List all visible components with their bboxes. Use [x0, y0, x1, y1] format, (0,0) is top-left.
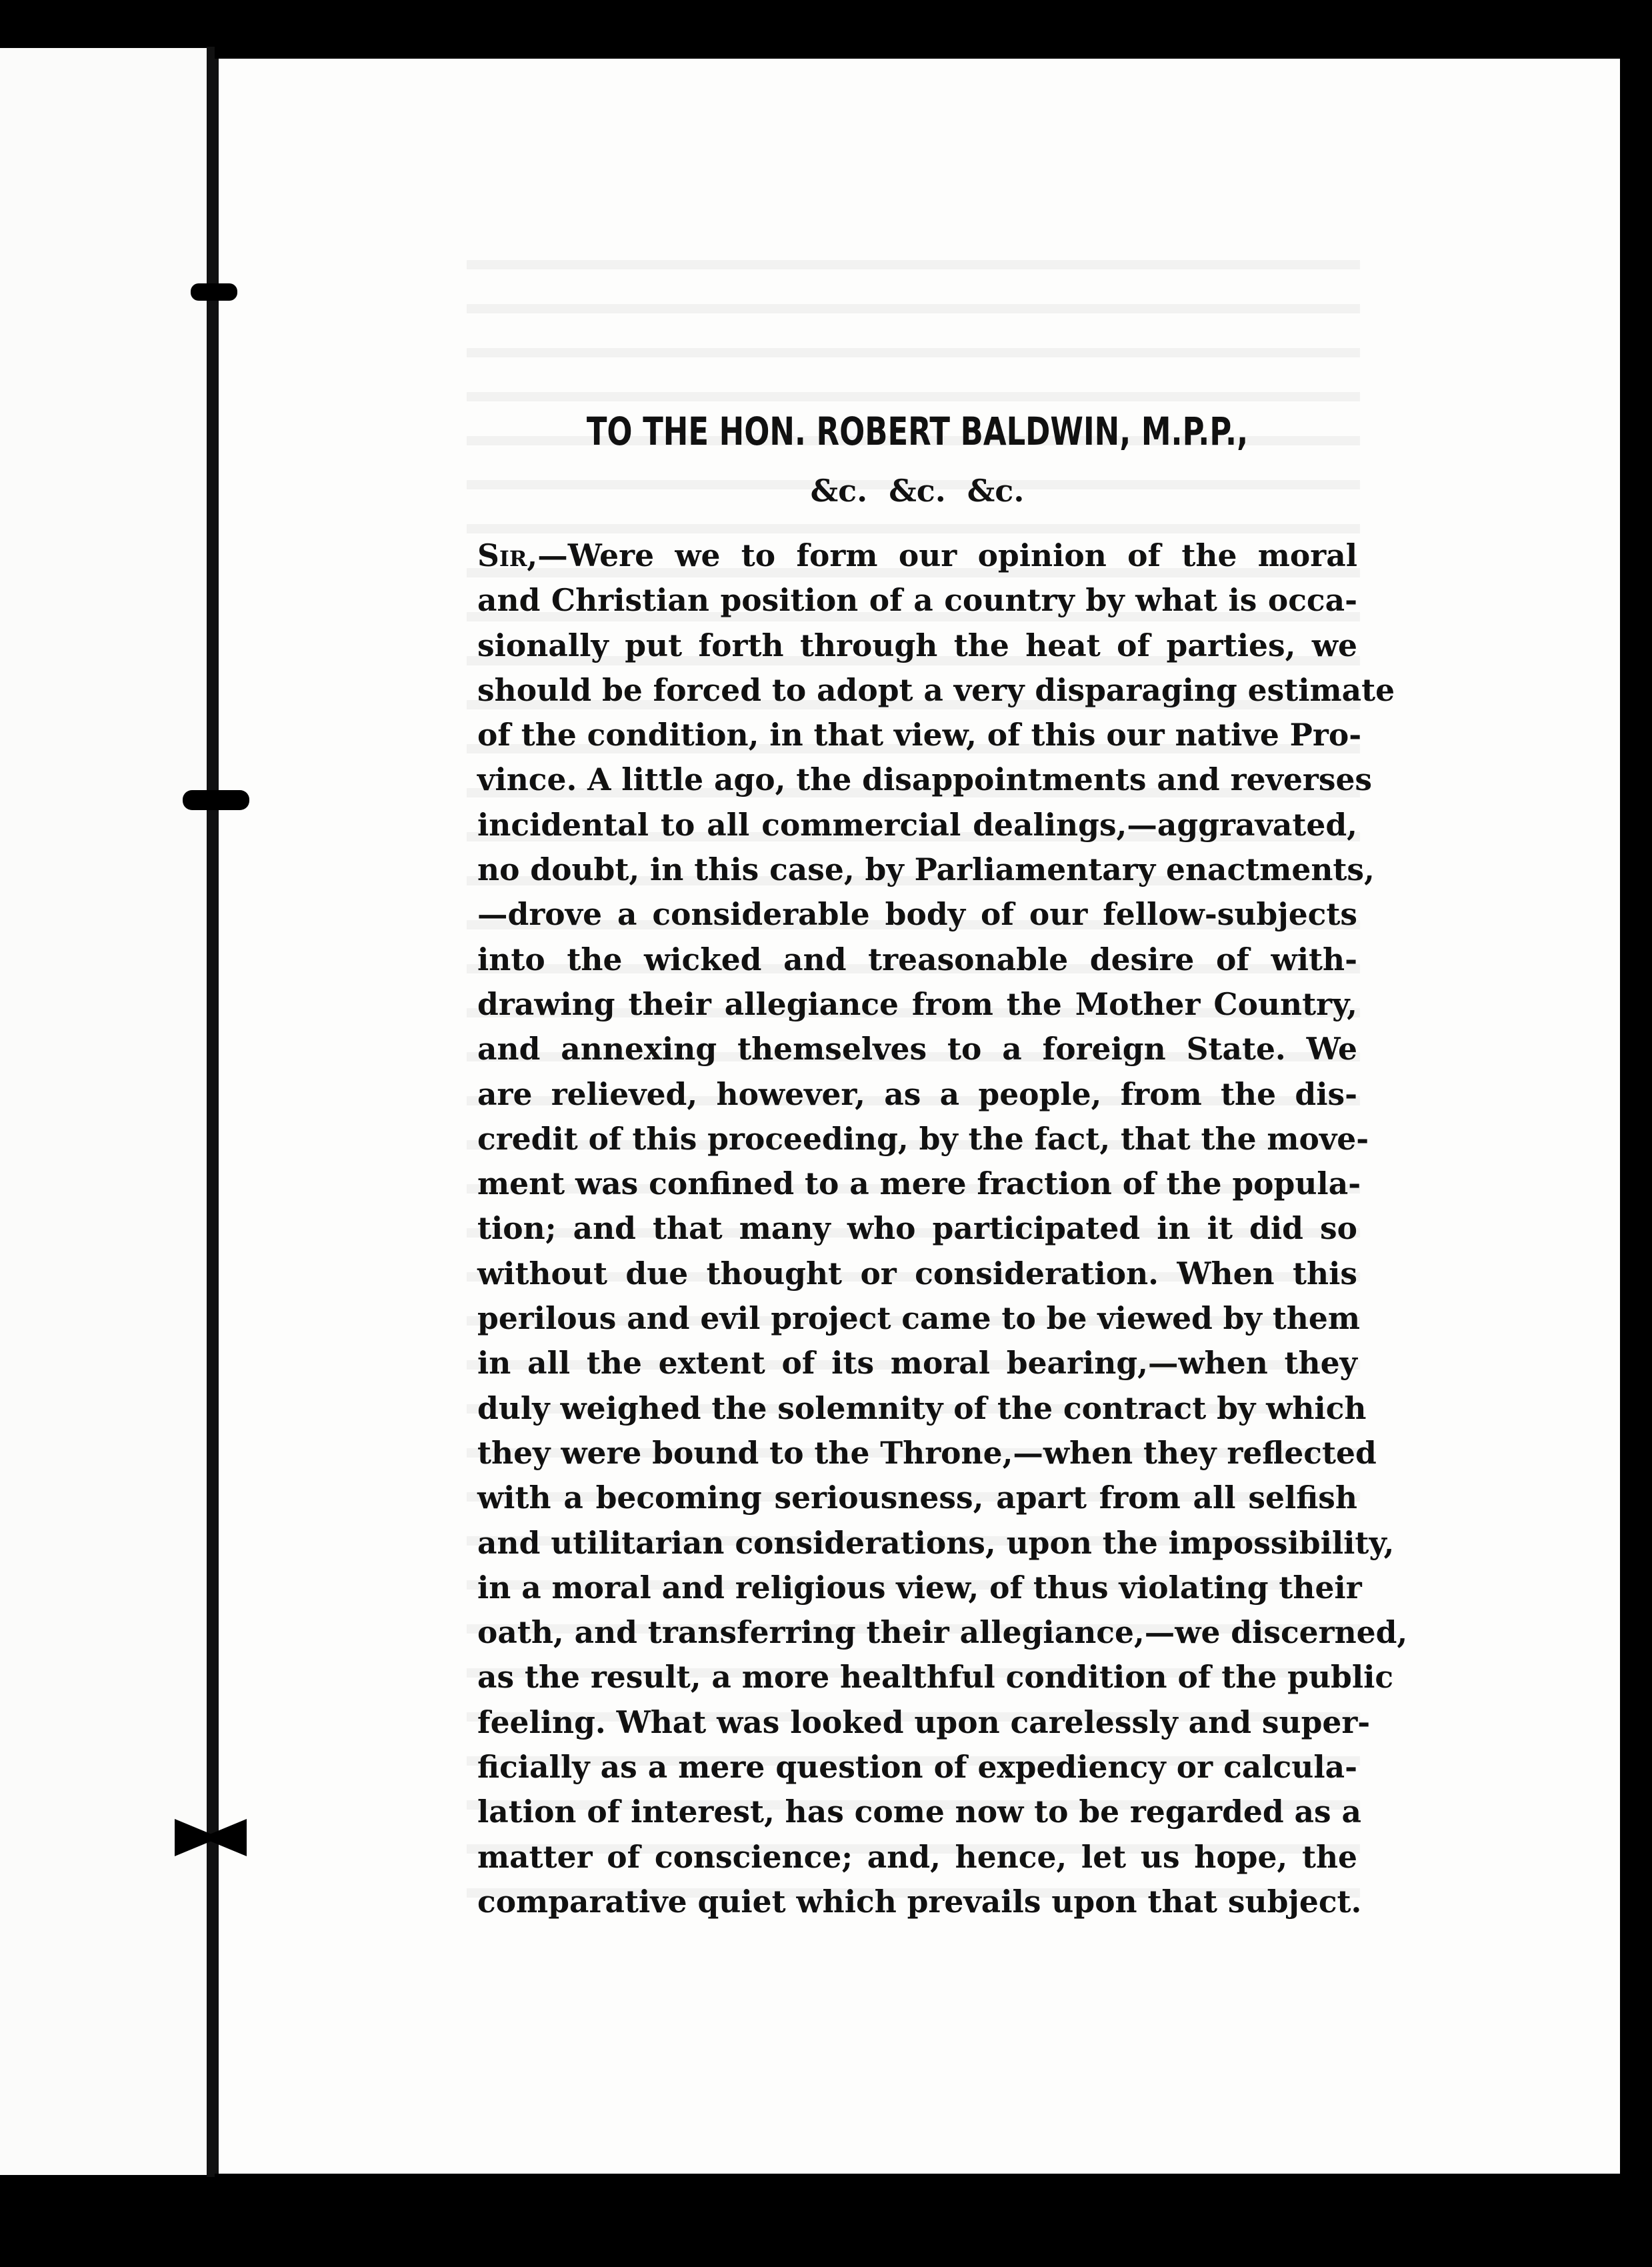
binding-stitch [191, 283, 237, 301]
text-line: vince. A little ago, the disappointments and reverses [477, 761, 1373, 798]
page-title: TO THE HON. ROBERT BALDWIN, M.P.P., [586, 409, 1249, 454]
binding-spine [207, 47, 215, 2177]
text-line [477, 533, 1357, 578]
text-line: and Christian position of a country by what is occa- [477, 582, 1357, 619]
text-line: sionally put forth through the heat of parties, we [477, 627, 1357, 663]
text-line: they were bound to the Throne,—when they reflected [477, 1434, 1377, 1471]
text-line: of the condition, in that view, of this our native Pro- [477, 717, 1362, 753]
text-line: perilous and evil project came to be viewed by them [477, 1300, 1360, 1337]
letter-body [477, 533, 1408, 1924]
text-line: and annexing themselves to a foreign State. We [477, 1031, 1357, 1067]
text-line: are relieved, however, as a people, from the dis- [477, 1075, 1357, 1112]
binding-stitch [183, 790, 249, 810]
text-line: feeling. What was looked upon carelessly and super- [477, 1704, 1371, 1740]
text-line: into the wicked and treasonable desire of with- [477, 941, 1357, 977]
text-line: and utilitarian considerations, upon the impossibility, [477, 1524, 1395, 1561]
text-line: ficially as a mere question of expediency or calcula- [477, 1749, 1357, 1786]
text-line: duly weighed the solemnity of the contract by which [477, 1390, 1367, 1426]
text-line: incidental to all commercial dealings,—aggravated, [477, 806, 1357, 843]
text-line: comparative quiet which prevails upon that subject. [477, 1883, 1362, 1920]
text-line: matter of conscience; and, hence, let us hope, the [477, 1838, 1357, 1875]
text-line: drawing their allegiance from the Mother Country, [477, 985, 1357, 1022]
text-line: should be forced to adopt a very disparaging estimate [477, 671, 1395, 708]
text-line: with a becoming seriousness, apart from all selfish [477, 1480, 1357, 1516]
text-line: tion; and that many who participated in it did so [477, 1210, 1357, 1247]
left-page-edge [0, 48, 215, 2175]
text-line: —drove a considerable body of our fellow-subjects [477, 896, 1357, 933]
text-line: oath, and transferring their allegiance,—we discerned, [477, 1614, 1408, 1651]
page-subtitle: &c. &c. &c. [810, 473, 1025, 509]
text-line: ment was confined to a mere fraction of the popula- [477, 1166, 1361, 1202]
text-line: lation of interest, has come now to be regarded as a [477, 1794, 1361, 1830]
text-line: in a moral and religious view, of thus violating their [477, 1569, 1362, 1606]
text-line: no doubt, in this case, by Parliamentary enactments, [477, 851, 1375, 888]
salutation: Sir, [477, 537, 538, 573]
text-line: as the result, a more healthful condition of the public [477, 1659, 1394, 1696]
letter-content [477, 408, 1408, 1924]
text-line-content: —Were we to form our opinion of the moral [537, 537, 1357, 573]
text-line: in all the extent of its moral bearing,—when they [477, 1345, 1357, 1382]
text-line: credit of this proceeding, by the fact, that the move- [477, 1120, 1369, 1157]
text-line: without due thought or consideration. When this [477, 1255, 1357, 1292]
